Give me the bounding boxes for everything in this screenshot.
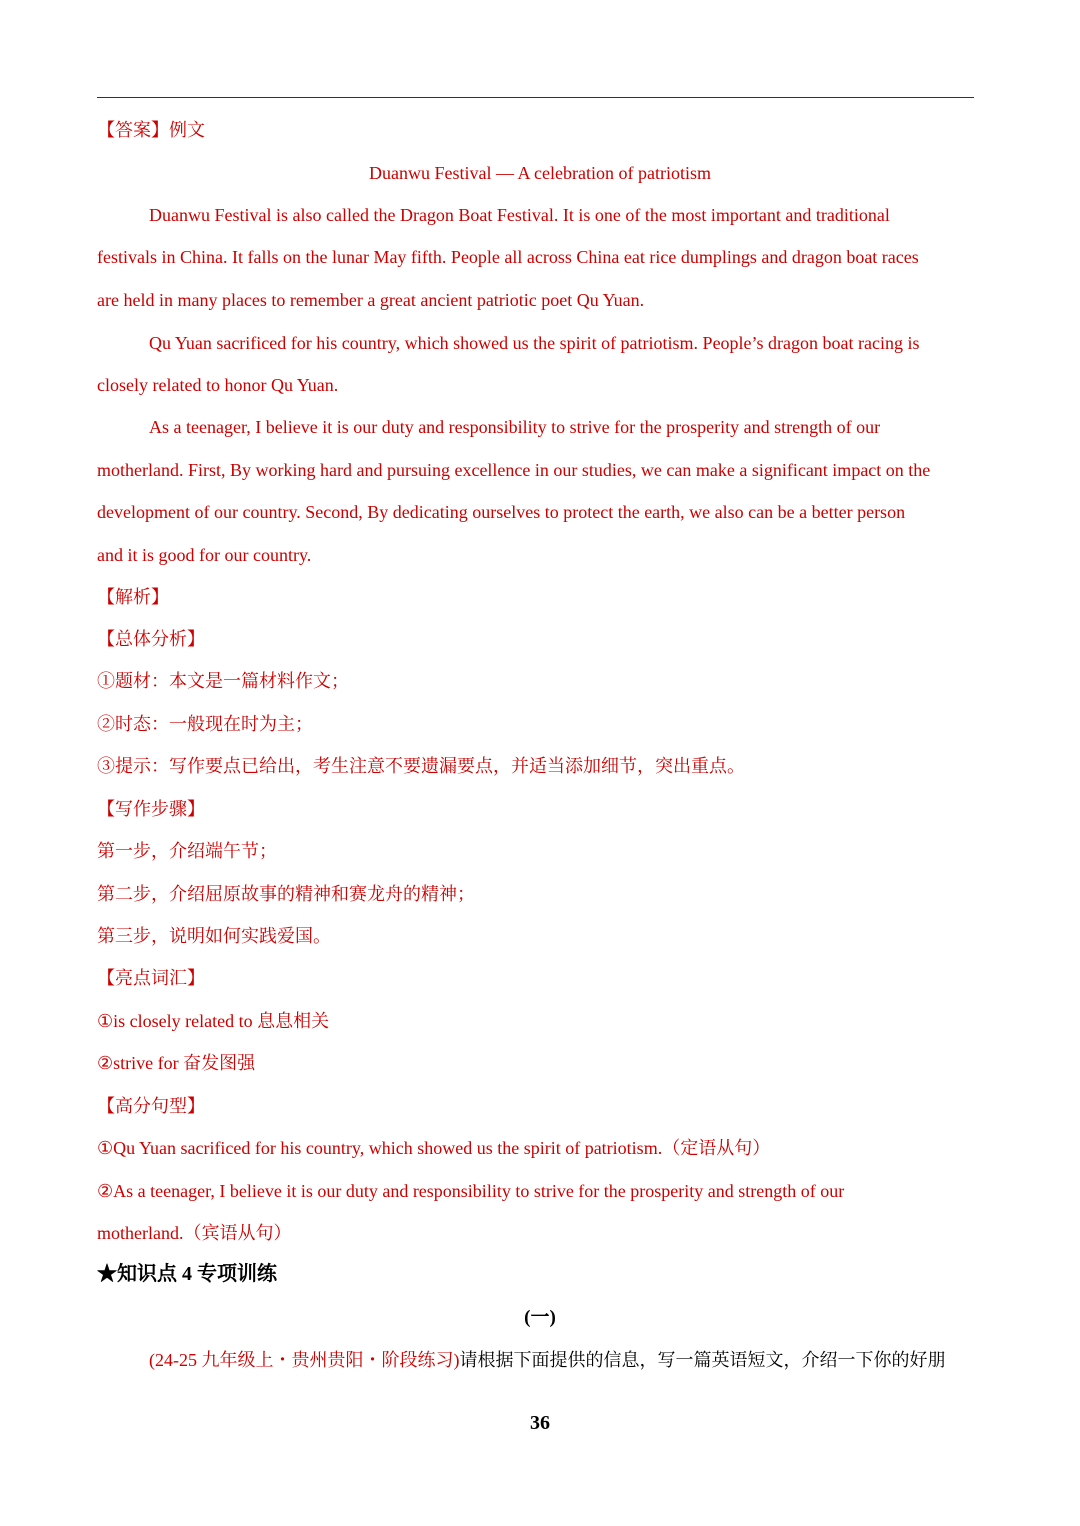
sentence-pattern-2-line-1: ②As a teenager, I believe it is our duty and responsibility to strive for the prosperity and strength of our — [97, 1181, 845, 1201]
sentence-patterns-label: 【高分句型】 — [97, 1096, 205, 1116]
essay-paragraph-1-line-1: Duanwu Festival is also called the Dragon Boat Festival. It is one of the most important and traditional — [149, 205, 890, 225]
knowledge-point-heading: ★知识点 4 专项训练 — [97, 1263, 277, 1285]
overall-item-3: ③提示：写作要点已给出，考生注意不要遗漏要点，并适当添加细节，突出重点。 — [97, 756, 745, 776]
overall-item-2: ②时态：一般现在时为主； — [97, 714, 313, 734]
analysis-label: 【解析】 — [97, 587, 169, 607]
header-rule — [97, 97, 974, 98]
exercise-subheading: (一) — [524, 1307, 556, 1328]
writing-steps-label: 【写作步骤】 — [97, 799, 205, 819]
essay-paragraph-3-line-3: development of our country. Second, By dedicating ourselves to protect the earth, we also can be a better person — [97, 502, 906, 522]
essay-paragraph-3-line-1: As a teenager, I believe it is our duty and responsibility to strive for the prosperity and strength of our — [149, 417, 881, 437]
essay-paragraph-2-line-1: Qu Yuan sacrificed for his country, which showed us the spirit of patriotism. People’s dragon boat racing is — [149, 333, 920, 353]
writing-step-1: 第一步，介绍端午节； — [97, 841, 277, 861]
sentence-pattern-1: ①Qu Yuan sacrificed for his country, which showed us the spirit of patriotism.（定语从句） — [97, 1138, 771, 1158]
overall-analysis-label: 【总体分析】 — [97, 629, 205, 649]
essay-paragraph-3-line-4: and it is good for our country. — [97, 545, 312, 565]
essay-paragraph-3-line-2: motherland. First, By working hard and pursuing excellence in our studies, we can make a significant impact on the — [97, 460, 931, 480]
exercise-source: (24-25 九年级上・贵州贵阳・阶段练习) — [149, 1350, 460, 1370]
writing-step-3: 第三步，说明如何实践爱国。 — [97, 926, 331, 946]
exercise-prompt — [149, 1348, 1039, 1372]
vocab-item-1: ①is closely related to 息息相关 — [97, 1011, 330, 1031]
vocab-label: 【亮点词汇】 — [97, 968, 205, 988]
exercise-text: 请根据下面提供的信息，写一篇英语短文，介绍一下你的好朋 — [459, 1350, 946, 1370]
essay-paragraph-1-line-3: are held in many places to remember a great ancient patriotic poet Qu Yuan. — [97, 290, 645, 310]
essay-paragraph-1-line-2: festivals in China. It falls on the lunar May fifth. People all across China eat rice dumplings and dragon boat races — [97, 247, 919, 267]
vocab-item-2: ②strive for 奋发图强 — [97, 1053, 256, 1073]
writing-step-2: 第二步，介绍屈原故事的精神和赛龙舟的精神； — [97, 884, 475, 904]
page-number: 36 — [530, 1412, 550, 1434]
answer-label: 【答案】例文 — [97, 120, 205, 140]
overall-item-1: ①题材：本文是一篇材料作文； — [97, 671, 349, 691]
essay-paragraph-2-line-2: closely related to honor Qu Yuan. — [97, 375, 339, 395]
essay-title: Duanwu Festival — A celebration of patriotism — [369, 163, 711, 183]
sentence-pattern-2-line-2: motherland.（宾语从句） — [97, 1223, 292, 1243]
